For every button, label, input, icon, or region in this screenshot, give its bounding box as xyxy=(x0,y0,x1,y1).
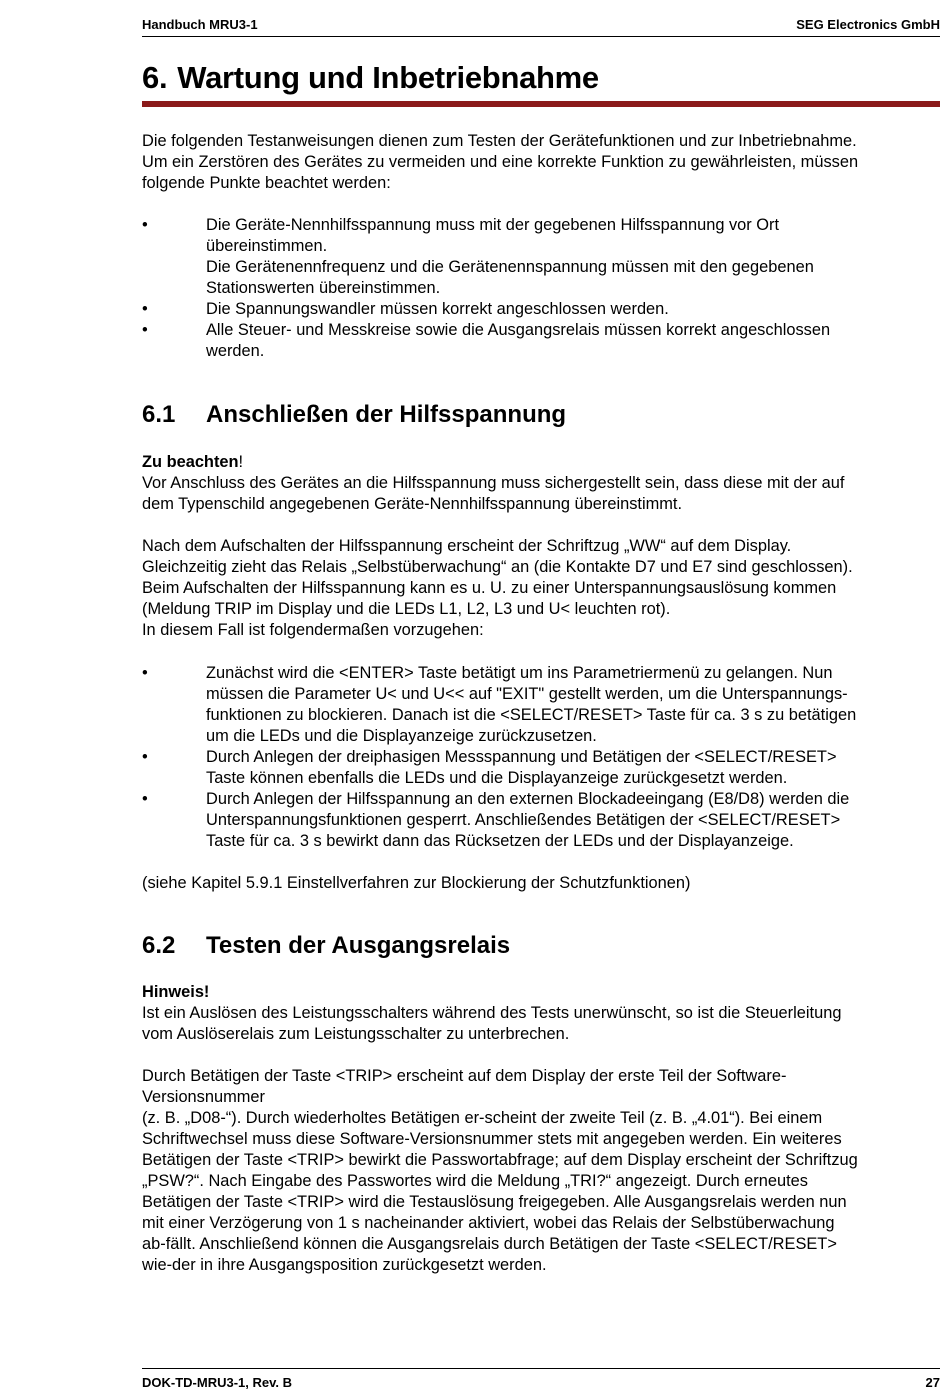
text-line: (Meldung TRIP im Display und die LEDs L1, L2, L3 und U< leuchten rot). xyxy=(142,600,671,618)
section-number: 6.2 xyxy=(142,932,176,959)
chapter-title xyxy=(142,60,599,96)
text-line: Versionsnummer xyxy=(142,1088,265,1106)
note-label: Zu beachten xyxy=(142,453,239,471)
chapter-number: 6. xyxy=(142,60,168,95)
text-line: Betätigen der Taste <TRIP> bewirkt die Passwortabfrage; auf dem Display erscheint der Schriftzug xyxy=(142,1151,858,1169)
text-line: Durch Anlegen der dreiphasigen Messspannung und Betätigen der <SELECT/RESET> xyxy=(206,748,837,766)
text-line: Vor Anschluss des Gerätes an die Hilfsspannung muss sichergestellt sein, dass diese mit der auf xyxy=(142,474,845,492)
text-line: Alle Steuer- und Messkreise sowie die Ausgangsrelais müssen korrekt angeschlossen xyxy=(206,321,831,339)
header-doc-title: Handbuch MRU3-1 xyxy=(142,17,258,32)
requirements-list xyxy=(142,215,940,362)
text-line: Taste können ebenfalls die LEDs und die Displayanzeige zurückgesetzt werden. xyxy=(206,769,788,787)
text-line: (siehe Kapitel 5.9.1 Einstellverfahren zur Blockierung der Schutzfunktionen) xyxy=(142,874,691,892)
text-line: Nach dem Aufschalten der Hilfsspannung erscheint der Schriftzug „WW“ auf dem Display. xyxy=(142,537,792,555)
section-6-2-text xyxy=(142,982,940,1276)
text-line: Schriftwechsel muss diese Software-Versionsnummer stets mit angegeben werden. Ein weiteres xyxy=(142,1130,842,1148)
section-title-text: Testen der Ausgangsrelais xyxy=(206,932,511,959)
list-item xyxy=(142,789,940,852)
text-line: Unterspannungsfunktionen gesperrt. Anschließendes Betätigen der <SELECT/RESET> xyxy=(206,811,841,829)
text-line: Zunächst wird die <ENTER> Taste betätigt um ins Parametriermenü zu gelangen. Nun xyxy=(206,664,833,682)
text-line: Taste für ca. 3 s bewirkt dann das Rücksetzen der LEDs und der Displayanzeige. xyxy=(206,832,794,850)
section-title-text: Anschließen der Hilfsspannung xyxy=(206,401,567,428)
list-item xyxy=(142,299,940,320)
text-line: um die LEDs und die Displayanzeige zurückzusetzen. xyxy=(206,727,597,745)
list-item xyxy=(142,215,940,299)
text-line: Die Spannungswandler müssen korrekt angeschlossen werden. xyxy=(206,300,669,318)
text-line: übereinstimmen. xyxy=(206,237,328,255)
note-heading xyxy=(142,452,940,473)
header-company: SEG Electronics GmbH xyxy=(796,17,940,32)
text-line: (z. B. „D08-“). Durch wiederholtes Betätigen er-scheint der zweite Teil (z. B. „4.01“). Bei einem xyxy=(142,1109,823,1127)
text-line: Betätigen der Taste <TRIP> wird die Testauslösung freigegeben. Alle Ausgangsrelais werden nun xyxy=(142,1193,847,1211)
list-item xyxy=(142,663,940,747)
chapter-title-text: Wartung und Inbetriebnahme xyxy=(177,60,599,95)
text-line: Gleichzeitig zieht das Relais „Selbstüberwachung“ an (die Kontakte D7 und E7 sind geschlossen). xyxy=(142,558,853,576)
text-line: funktionen zu blockieren. Danach ist die <SELECT/RESET> Taste für ca. 3 s zu betätigen xyxy=(206,706,857,724)
text-line: Die Gerätenennfrequenz und die Gerätenennspannung müssen mit den gegebenen xyxy=(206,258,814,276)
page-footer xyxy=(142,1368,940,1393)
intro-paragraph xyxy=(142,131,940,194)
section-6-1-text xyxy=(142,452,940,641)
bullet-mark: • xyxy=(142,300,148,318)
text-line: Die Geräte-Nennhilfsspannung muss mit der gegebenen Hilfsspannung vor Ort xyxy=(206,216,780,234)
section-title-6-2 xyxy=(142,932,510,960)
text-line: müssen die Parameter U< und U<< auf "EXIT" gestellt werden, um die Unterspannungs- xyxy=(206,685,848,703)
bullet-mark: • xyxy=(142,748,148,766)
list-item xyxy=(142,747,940,789)
section-number: 6.1 xyxy=(142,401,176,428)
bullet-mark: • xyxy=(142,664,148,682)
text-line: dem Typenschild angegebenen Geräte-Nennhilfsspannung übereinstimmt. xyxy=(142,495,683,513)
text-line: folgende Punkte beachtet werden: xyxy=(142,174,391,192)
text-line: Beim Aufschalten der Hilfsspannung kann es u. U. zu einer Unterspannungsauslösung kommen xyxy=(142,579,837,597)
text-line: ab-fällt. Anschließend können die Ausgangsrelais durch Betätigen der Taste <SELECT/RESET> xyxy=(142,1235,837,1253)
text-line: werden. xyxy=(206,342,265,360)
footer-doc-id: DOK-TD-MRU3-1, Rev. B xyxy=(142,1375,292,1390)
text-line: mit einer Verzögerung von 1 s nacheinander aktiviert, wobei das Relais der Selbstüberwachung xyxy=(142,1214,835,1232)
text-line: Um ein Zerstören des Gerätes zu vermeiden und eine korrekte Funktion zu gewährleisten, müssen xyxy=(142,153,859,171)
page-number: 27 xyxy=(925,1375,940,1390)
section-reference xyxy=(142,873,940,894)
text-line: Stationswerten übereinstimmen. xyxy=(206,279,441,297)
text-line: Durch Anlegen der Hilfsspannung an den externen Blockadeeingang (E8/D8) werden die xyxy=(206,790,850,808)
page-header xyxy=(142,14,940,37)
text-line: Durch Betätigen der Taste <TRIP> erscheint auf dem Display der erste Teil der Software- xyxy=(142,1067,787,1085)
list-item xyxy=(142,320,940,362)
bullet-mark: • xyxy=(142,790,148,808)
text-line: „PSW?“. Nach Eingabe des Passwortes wird die Meldung „TRI?“ angezeigt. Durch erneutes xyxy=(142,1172,808,1190)
note-heading: Hinweis! xyxy=(142,983,210,1001)
section-title-6-1 xyxy=(142,401,566,429)
bullet-mark: • xyxy=(142,216,148,234)
text-line: wie-der in ihre Ausgangsposition zurückgesetzt werden. xyxy=(142,1256,547,1274)
chapter-rule xyxy=(142,101,940,107)
text-line: In diesem Fall ist folgendermaßen vorzugehen: xyxy=(142,621,484,639)
note-tail: ! xyxy=(238,453,244,471)
text-line: Die folgenden Testanweisungen dienen zum Testen der Gerätefunktionen und zur Inbetriebnahme. xyxy=(142,132,857,150)
procedure-list xyxy=(142,663,940,852)
text-line: Ist ein Auslösen des Leistungsschalters während des Tests unerwünscht, so ist die Steuerleitung xyxy=(142,1004,842,1022)
bullet-mark: • xyxy=(142,321,148,339)
text-line: vom Auslöserelais zum Leistungsschalter zu unterbrechen. xyxy=(142,1025,570,1043)
